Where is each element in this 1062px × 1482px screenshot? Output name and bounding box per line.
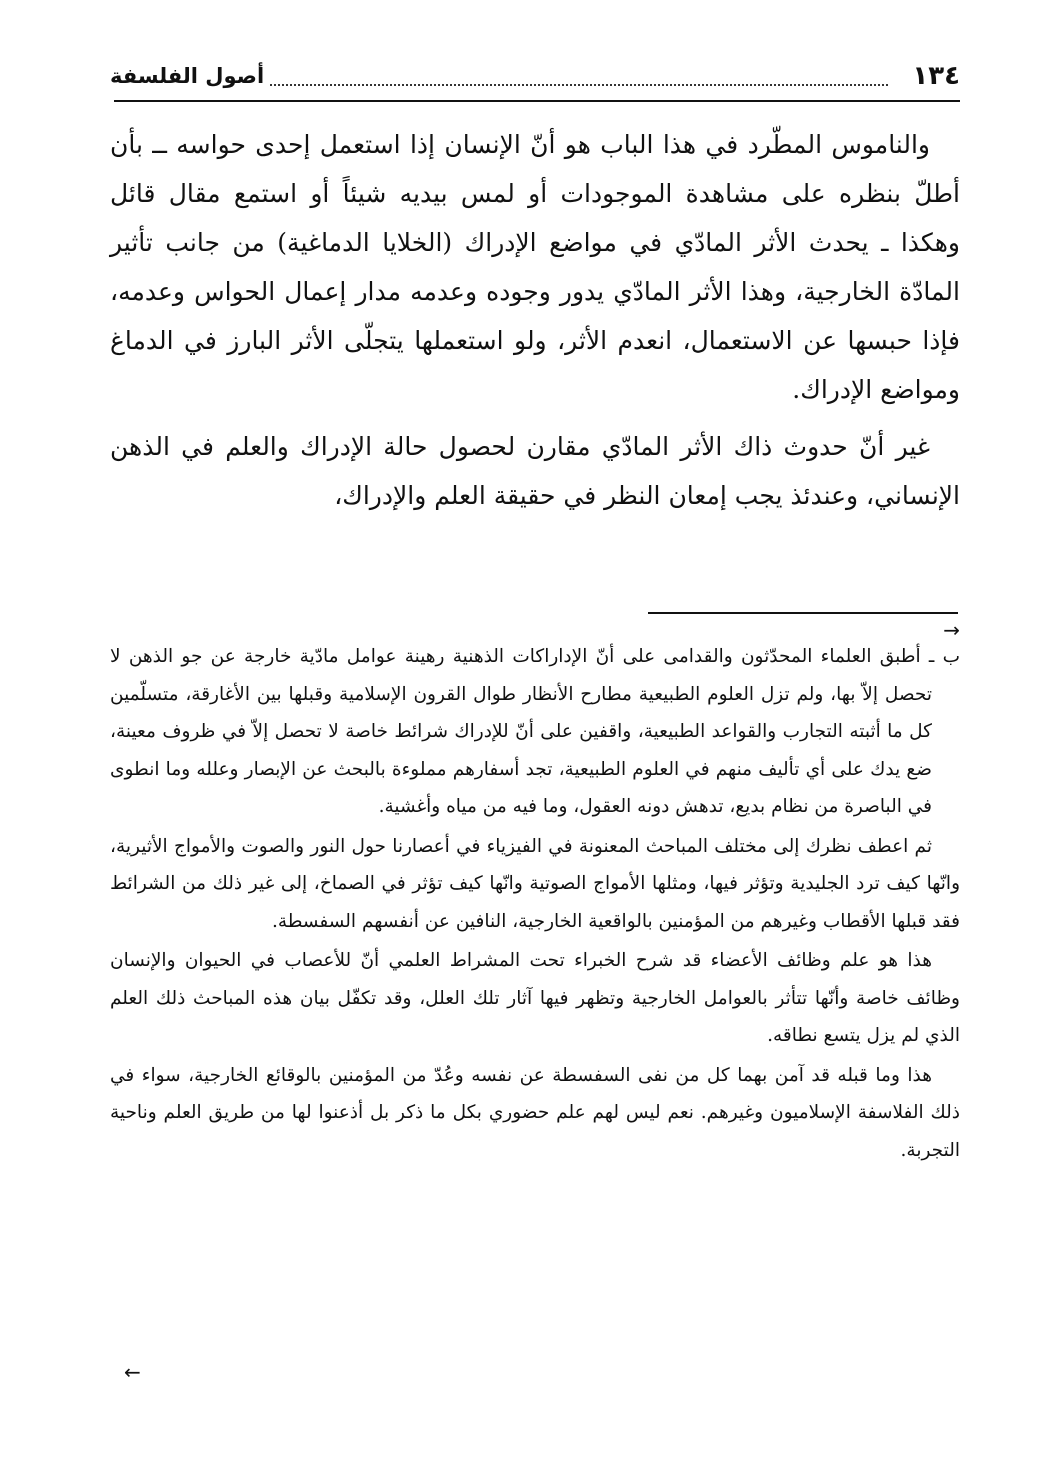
- page-number: ١٣٤: [912, 61, 960, 91]
- footnote-paragraph: هذا هو علم وظائف الأعضاء قد شرح الخبراء تحت المشراط العلمي أنّ للأعصاب في الحيوان والإنسان وظائف خاصة وأنّها تتأثر بالعوامل الخارجية وتظهر فيها آثار تلك العلل، وقد تكفّل بيان هذه المباحث ذلك العلم الذي لم يزل يتسع نطاقه.: [110, 950, 960, 1046]
- continuation-arrow-icon: ←: [124, 1360, 141, 1384]
- footnote-paragraph: ثم اعطف نظرك إلى مختلف المباحث المعنونة في الفيزياء في أعصارنا حول النور والصوت والأمواج الأثيرية، وانّها كيف ترد الجليدية وتؤثر فيها، ومثلها الأمواج الصوتية وانّها كيف تؤثر في الصماخ، إلى غير ذلك من الشرائط فقد قبلها الأقطاب وغيرهم من المؤمنين بالواقعية الخارجية، النافين عن أنفسهم السفسطة.: [110, 835, 960, 932]
- book-page: [110, 0, 960, 1482]
- main-text: [110, 120, 960, 520]
- footnotes: [110, 638, 960, 1169]
- main-paragraph: والناموس المطّرد في هذا الباب هو أنّ الإنسان إذا استعمل إحدى حواسه ــ بأن أطلّ بنظره على مشاهدة الموجودات أو لمس بيديه شيئاً أو استمع مقال قائل وهكذا ـ يحدث الأثر المادّي في مواضع الإدراك (الخلايا الدماغية) من جانب تأثير المادّة الخارجية، وهذا الأثر المادّي يدور وجوده وعدمه مدار إعمال الحواس وعدمه، فإذا حبسها عن الاستعمال، انعدم الأثر، ولو استعملها يتجلّى الأثر البارز في الدماغ ومواضع الإدراك.: [110, 130, 960, 404]
- header-rule: [114, 100, 960, 102]
- running-header: [110, 58, 960, 94]
- dotted-leader: [270, 82, 888, 86]
- main-paragraph: غير أنّ حدوث ذاك الأثر المادّي مقارن لحصول حالة الإدراك والعلم في الذهن الإنساني، وعندئذ يجب إمعان النظر في حقيقة العلم والإدراك،: [110, 432, 960, 510]
- footnote-paragraph: هذا وما قبله قد آمن بهما كل من نفى السفسطة عن نفسه وعُدّ من المؤمنين بالوقائع الخارجية، سواء في ذلك الفلاسفة الإسلاميون وغيرهم. نعم ليس لهم علم حضوري بكل ما ذكر بل أذعنوا لها من طريق العلم وناحية التجربة.: [110, 1064, 960, 1161]
- footnote-paragraph: ب ـ أطبق العلماء المحدّثون والقدامى على أنّ الإداراكات الذهنية رهينة عوامل مادّية خارجة عن جو الذهن لا تحصل إلاّ بها، ولم تزل العلوم الطبيعية مطارح الأنظار طوال القرون الإسلامية وقبلها بين الأغارقة، متسلّمين كل ما أثبته التجارب والقواعد الطبيعية، واقفين على أنّ للإدراك شرائط خاصة لا تحصل إلاّ في ظروف معينة، ضع يدك على أي تأليف منهم في العلوم الطبيعية، تجد أسفارهم مملوءة بالبحث عن الإبصار وعلله وما انطوى في الباصرة من نظام بديع، تدهش دونه العقول، وما فيه من مياه وأغشية.: [110, 646, 960, 817]
- book-title: أصول الفلسفة: [110, 64, 265, 88]
- footnote-separator: [648, 612, 958, 614]
- continuation-arrow-icon: →: [943, 618, 960, 642]
